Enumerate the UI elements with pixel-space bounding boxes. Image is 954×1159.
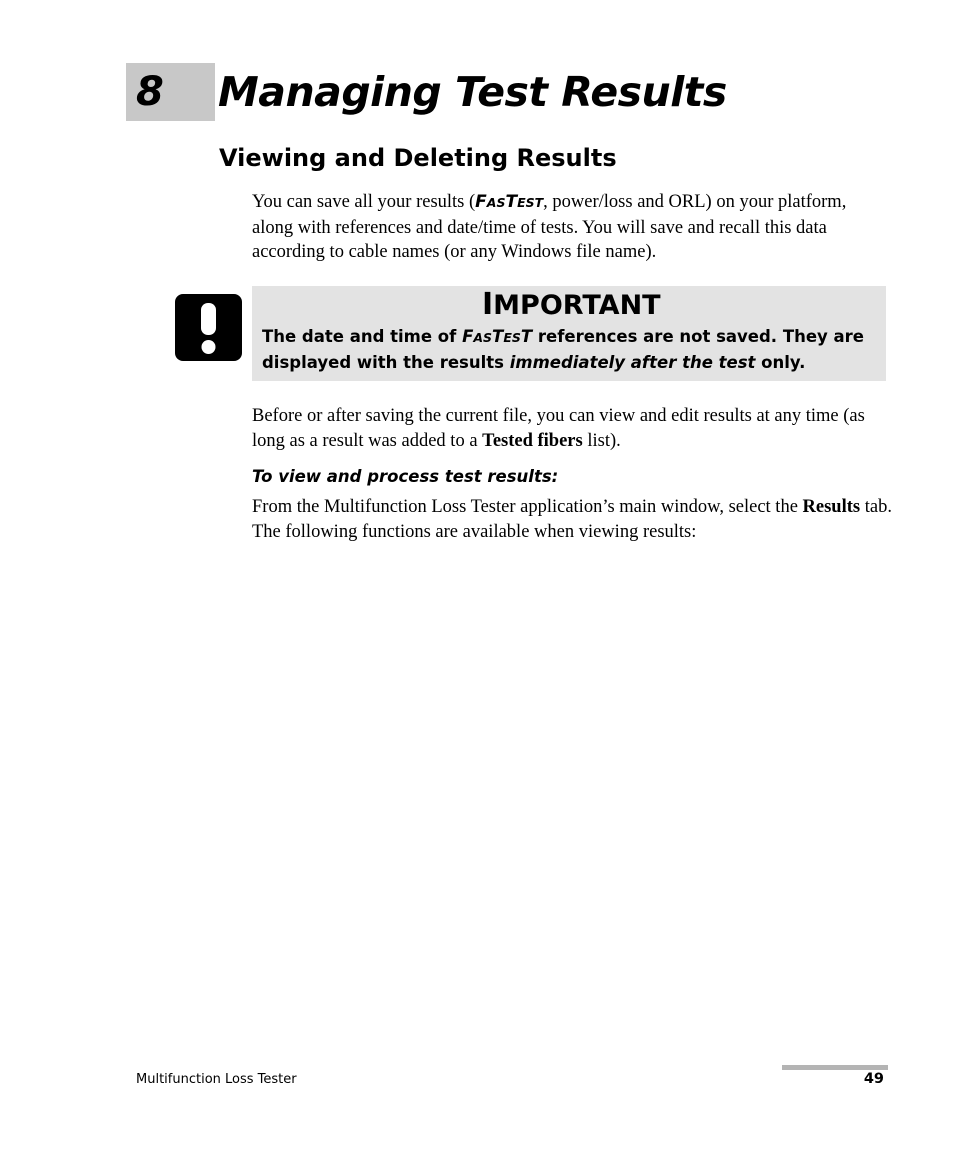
- important-heading: IMPORTANT: [482, 287, 661, 322]
- intro-paragraph: You can save all your results (FASTEST, power/loss and ORL) on your platform, along with references and date/time of tests. You will save and recall this data according to cable names (or any Windows file name).: [252, 192, 847, 262]
- page-number: 49: [863, 1071, 884, 1087]
- results-tab-term: Results: [802, 497, 861, 517]
- footer-product-name: Multifunction Loss Tester: [136, 1072, 297, 1087]
- section-title: Viewing and Deleting Results: [219, 144, 617, 172]
- view-edit-paragraph: Before or after saving the current file, you can view and edit results at any time (as long as a result was added to a Tested fibers list).: [252, 406, 865, 451]
- important-text: The date and time of FASTEST references are not saved. They are displayed with the results immediately after the test only.: [262, 327, 864, 372]
- fastest-brand: FASTEST: [475, 192, 544, 212]
- chapter-number: 8: [136, 69, 164, 115]
- results-tab-paragraph: From the Multifunction Loss Tester application’s main window, select the Results tab. The following functions are available when viewing results:: [252, 497, 892, 542]
- exclamation-icon: [175, 294, 242, 361]
- procedure-heading: To view and process test results:: [252, 467, 559, 486]
- chapter-title: Managing Test Results: [218, 68, 727, 116]
- fastest-brand: FASTEST: [462, 327, 533, 346]
- tested-fibers-term: Tested fibers: [482, 430, 583, 451]
